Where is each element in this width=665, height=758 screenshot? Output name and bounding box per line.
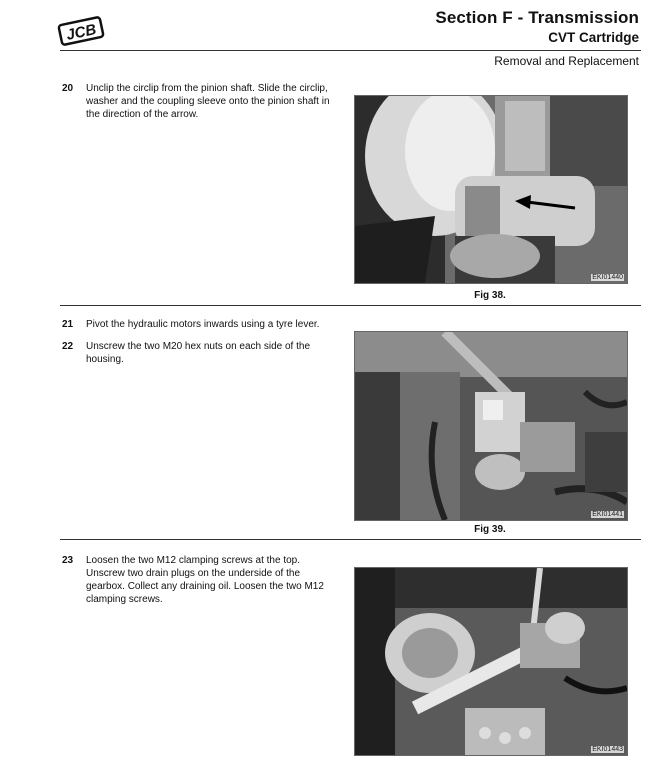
- step-number: 23: [62, 555, 74, 566]
- step-number: 22: [62, 341, 74, 352]
- step-22: [62, 340, 332, 366]
- figure-39-photo: [354, 331, 628, 521]
- figure-code: EKI01443: [592, 746, 623, 753]
- step-20: [62, 82, 332, 121]
- figure-code: EKI01440: [592, 274, 623, 281]
- section-divider: [60, 539, 641, 540]
- svg-text:JCB: JCB: [64, 21, 98, 44]
- step-number: 20: [62, 83, 74, 94]
- step-number: 21: [62, 319, 74, 330]
- step-23: [62, 554, 332, 606]
- figure-40-photo: [354, 567, 628, 756]
- subsection-title: CVT Cartridge: [548, 30, 639, 45]
- figure-38-caption: Fig 38.: [474, 290, 506, 301]
- figure-code: EKI01441: [592, 511, 623, 518]
- step-21: [62, 318, 332, 331]
- figure-38-photo: [354, 95, 628, 284]
- header-divider: [60, 50, 641, 51]
- section-title: Section F - Transmission: [435, 8, 639, 27]
- page-topic: Removal and Replacement: [494, 54, 639, 68]
- jcb-logo: [56, 14, 106, 48]
- step-text: Unclip the circlip from the pinion shaft. Slide the circlip, washer and the coupling sleeve onto the pinion shaft in the direction of the arrow.: [86, 83, 330, 120]
- step-text: Unscrew the two M20 hex nuts on each side of the housing.: [86, 341, 311, 365]
- step-text: Pivot the hydraulic motors inwards using a tyre lever.: [86, 319, 320, 330]
- section-divider: [60, 305, 641, 306]
- step-text: Loosen the two M12 clamping screws at the top. Unscrew two drain plugs on the underside of the gearbox. Collect any draining oil. Loosen the two M12 clamping screws.: [86, 555, 324, 605]
- figure-39-caption: Fig 39.: [474, 524, 506, 535]
